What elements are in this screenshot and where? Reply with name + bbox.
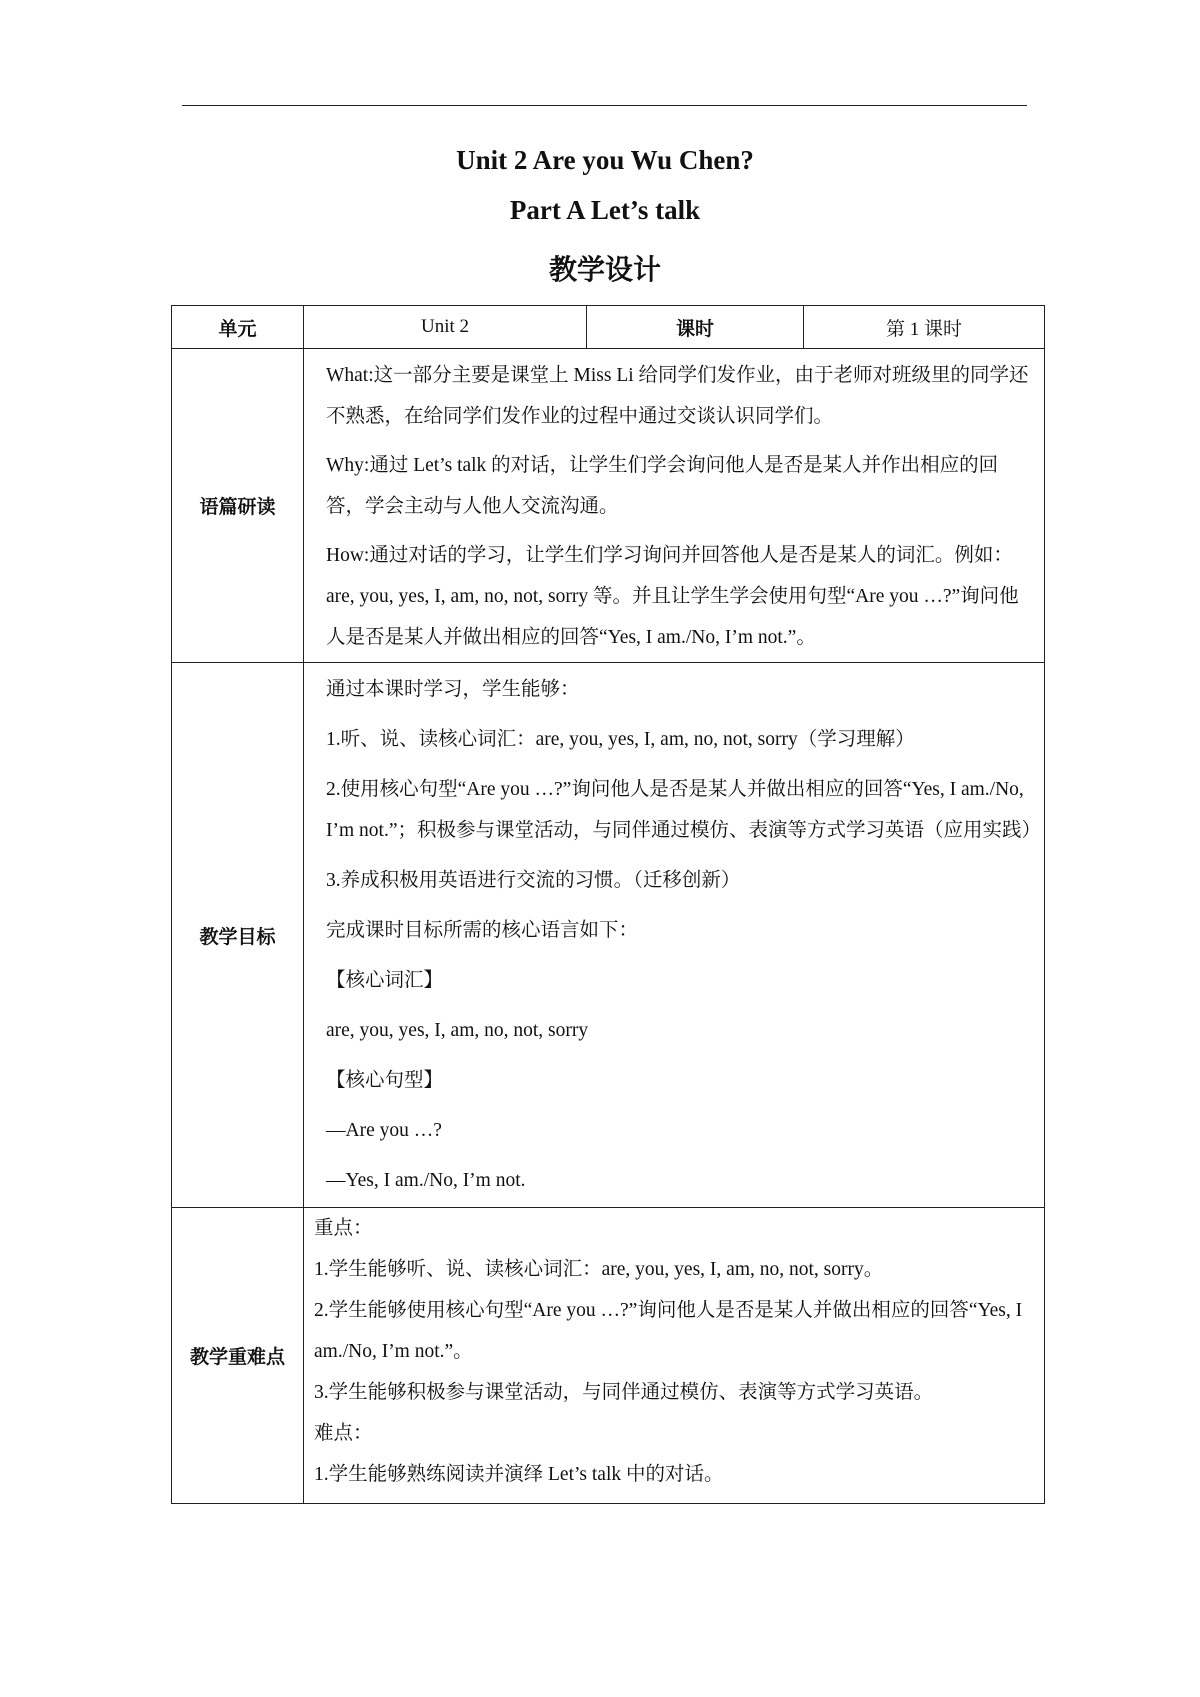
objective-item-3: 3.养成积极用英语进行交流的习惯。（迁移创新）: [326, 870, 741, 891]
table-row-key-points: [172, 1208, 1045, 1504]
table-row-objectives: [172, 663, 1045, 1208]
text-study-why: Why:通过 Let’s talk 的对话，让学生们学会询问他人是否是某人并作出相应的回答，学会主动与人他人交流沟通。: [326, 455, 999, 517]
period-value: 第 1 课时: [804, 306, 1045, 349]
document-title: Unit 2 Are you Wu Chen?: [456, 145, 754, 175]
key-point-2: 2.学生能够使用核心句型“Are you …?”询问他人是否是某人并做出相应的回答“Yes, I am./No, I’m not.”。: [314, 1300, 1023, 1362]
objectives-label: 教学目标: [172, 663, 304, 1208]
objectives-content: [304, 663, 1045, 1208]
difficulty-heading: 难点：: [314, 1423, 373, 1444]
text-study-content: [304, 349, 1045, 663]
core-language-intro: 完成课时目标所需的核心语言如下：: [326, 920, 639, 941]
objective-item-1: 1.听、说、读核心词汇：are, you, yes, I, am, no, not, sorry（学习理解）: [326, 729, 915, 750]
key-point-1: 1.学生能够听、说、读核心词汇：are, you, yes, I, am, no, not, sorry。: [314, 1259, 884, 1280]
text-study-what: What:这一部分主要是课堂上 Miss Li 给同学们发作业，由于老师对班级里的同学还不熟悉，在给同学们发作业的过程中通过交谈认识同学们。: [326, 365, 1029, 427]
core-pattern-question: —Are you …?: [326, 1120, 442, 1141]
objectives-intro: 通过本课时学习，学生能够：: [326, 679, 580, 700]
key-points-content: [304, 1208, 1045, 1504]
core-vocab-heading: 【核心词汇】: [326, 970, 444, 991]
period-label: 课时: [587, 306, 804, 349]
core-vocab: are, you, yes, I, am, no, not, sorry: [326, 1020, 589, 1041]
key-points-heading: 重点：: [314, 1218, 373, 1239]
text-study-how: How:通过对话的学习，让学生们学习询问并回答他人是否是某人的词汇。例如：are, you, yes, I, am, no, not, sorry 等。并且让学生学会使用句型“Are you …?”询问他人是否是某人并做出相应的回答“Yes, I am./No, I’m not.”。: [326, 545, 1019, 648]
document-subtitle: Part A Let’s talk: [509, 195, 701, 225]
header-rule: [182, 105, 1027, 106]
table-row-text-study: [172, 349, 1045, 663]
unit-value: Unit 2: [304, 306, 587, 349]
objective-item-2: 2.使用核心句型“Are you …?”询问他人是否是某人并做出相应的回答“Yes, I am./No, I’m not.”；积极参与课堂活动，与同伴通过模仿、表演等方式学习英语（应用实践）: [326, 779, 1041, 841]
document-heading: 教学设计: [548, 253, 661, 286]
key-point-3: 3.学生能够积极参与课堂活动，与同伴通过模仿、表演等方式学习英语。: [314, 1382, 934, 1403]
text-study-label: 语篇研读: [172, 349, 304, 663]
lesson-plan-table: [171, 305, 1045, 1504]
core-pattern-answer: —Yes, I am./No, I’m not.: [326, 1170, 526, 1191]
key-points-label: 教学重难点: [172, 1208, 304, 1504]
table-row-header: [172, 306, 1045, 349]
difficulty-1: 1.学生能够熟练阅读并演绎 Let’s talk 中的对话。: [314, 1464, 724, 1485]
core-pattern-heading: 【核心句型】: [326, 1070, 444, 1091]
unit-label: 单元: [172, 306, 304, 349]
